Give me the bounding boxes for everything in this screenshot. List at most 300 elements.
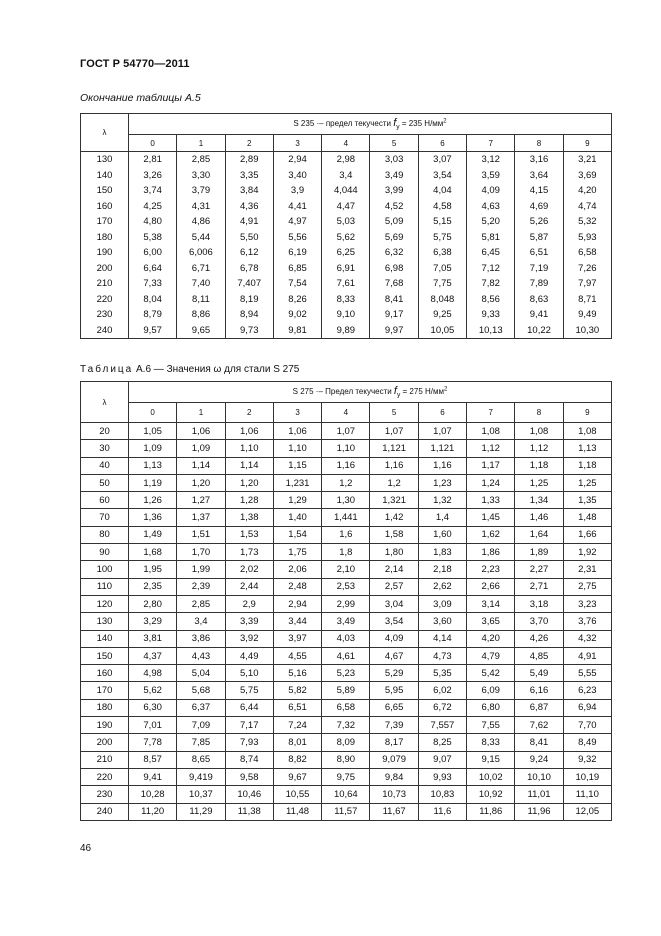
value-cell: 7,32 [322, 717, 370, 734]
value-cell: 4,25 [129, 199, 177, 215]
value-cell: 6,80 [467, 699, 515, 716]
value-cell: 7,09 [177, 717, 225, 734]
value-cell: 1,231 [273, 474, 321, 491]
column-header: 1 [177, 403, 225, 423]
table-row [81, 717, 612, 734]
value-cell: 7,68 [370, 276, 418, 292]
value-cell: 6,58 [563, 245, 611, 261]
value-cell: 7,62 [515, 717, 563, 734]
value-cell: 4,31 [177, 199, 225, 215]
lambda-cell: 210 [81, 276, 129, 292]
value-cell: 6,38 [418, 245, 466, 261]
lambda-cell: 140 [81, 630, 129, 647]
value-cell: 1,95 [129, 561, 177, 578]
value-cell: 9,57 [129, 323, 177, 339]
value-cell: 4,63 [467, 199, 515, 215]
value-cell: 3,9 [273, 183, 321, 199]
value-cell: 6,16 [515, 682, 563, 699]
value-cell: 2,10 [322, 561, 370, 578]
column-header: 9 [563, 403, 611, 423]
value-cell: 10,83 [418, 786, 466, 803]
table-row [81, 261, 612, 277]
value-cell: 5,82 [273, 682, 321, 699]
table-row [81, 734, 612, 751]
lambda-cell: 100 [81, 561, 129, 578]
value-cell: 3,44 [273, 613, 321, 630]
value-cell: 2,85 [177, 595, 225, 612]
value-cell: 6,85 [273, 261, 321, 277]
value-cell: 1,12 [515, 440, 563, 457]
value-cell: 2,81 [129, 152, 177, 168]
value-cell: 10,13 [467, 323, 515, 339]
column-header: 3 [273, 135, 321, 152]
value-cell: 8,41 [515, 734, 563, 751]
value-cell: 5,49 [515, 665, 563, 682]
value-cell: 9,32 [563, 751, 611, 768]
value-cell: 1,441 [322, 509, 370, 526]
value-cell: 9,10 [322, 307, 370, 323]
value-cell: 9,73 [225, 323, 273, 339]
value-cell: 6,71 [177, 261, 225, 277]
value-cell: 1,09 [177, 440, 225, 457]
value-cell: 1,18 [563, 457, 611, 474]
value-cell: 5,42 [467, 665, 515, 682]
value-cell: 4,91 [563, 647, 611, 664]
lambda-cell: 40 [81, 457, 129, 474]
table-a5-caption: Окончание таблицы А.5 [80, 92, 201, 104]
value-cell: 1,51 [177, 526, 225, 543]
value-cell: 2,99 [322, 595, 370, 612]
value-cell: 1,30 [322, 492, 370, 509]
value-cell: 5,62 [322, 230, 370, 246]
value-cell: 1,89 [515, 544, 563, 561]
value-cell: 9,49 [563, 307, 611, 323]
value-cell: 10,22 [515, 323, 563, 339]
lambda-header: λ [81, 114, 129, 152]
value-cell: 2,35 [129, 578, 177, 595]
value-cell: 3,92 [225, 630, 273, 647]
value-cell: 1,06 [177, 423, 225, 440]
value-cell: 4,85 [515, 647, 563, 664]
value-cell: 1,37 [177, 509, 225, 526]
value-cell: 2,31 [563, 561, 611, 578]
table-row [81, 214, 612, 230]
value-cell: 8,94 [225, 307, 273, 323]
value-cell: 7,97 [563, 276, 611, 292]
value-cell: 8,56 [467, 292, 515, 308]
column-header: 0 [129, 403, 177, 423]
value-cell: 1,83 [418, 544, 466, 561]
value-cell: 4,61 [322, 647, 370, 664]
column-header: 2 [225, 135, 273, 152]
value-cell: 2,14 [370, 561, 418, 578]
value-cell: 5,93 [563, 230, 611, 246]
table-row [81, 199, 612, 215]
table-row [81, 595, 612, 612]
value-cell: 4,26 [515, 630, 563, 647]
value-cell: 1,26 [129, 492, 177, 509]
value-cell: 1,73 [225, 544, 273, 561]
value-cell: 5,35 [418, 665, 466, 682]
lambda-cell: 220 [81, 768, 129, 785]
value-cell: 5,03 [322, 214, 370, 230]
value-cell: 2,27 [515, 561, 563, 578]
column-header: 8 [515, 135, 563, 152]
value-cell: 8,09 [322, 734, 370, 751]
value-cell: 11,10 [563, 786, 611, 803]
value-cell: 3,70 [515, 613, 563, 630]
value-cell: 7,01 [129, 717, 177, 734]
value-cell: 3,26 [129, 168, 177, 184]
table-row [81, 323, 612, 339]
value-cell: 5,68 [177, 682, 225, 699]
value-cell: 3,09 [418, 595, 466, 612]
table-row [81, 751, 612, 768]
lambda-cell: 90 [81, 544, 129, 561]
value-cell: 4,86 [177, 214, 225, 230]
value-cell: 10,10 [515, 768, 563, 785]
value-cell: 5,75 [225, 682, 273, 699]
value-cell: 3,07 [418, 152, 466, 168]
value-cell: 8,41 [370, 292, 418, 308]
value-cell: 6,64 [129, 261, 177, 277]
value-cell: 5,23 [322, 665, 370, 682]
value-cell: 9,84 [370, 768, 418, 785]
value-cell: 9,97 [370, 323, 418, 339]
value-cell: 1,28 [225, 492, 273, 509]
value-cell: 1,24 [467, 474, 515, 491]
value-cell: 1,13 [563, 440, 611, 457]
value-cell: 5,32 [563, 214, 611, 230]
value-cell: 2,94 [273, 595, 321, 612]
value-cell: 4,58 [418, 199, 466, 215]
value-cell: 4,73 [418, 647, 466, 664]
value-cell: 1,06 [273, 423, 321, 440]
value-cell: 2,75 [563, 578, 611, 595]
column-header: 6 [418, 135, 466, 152]
value-cell: 10,92 [467, 786, 515, 803]
value-cell: 6,51 [273, 699, 321, 716]
table-row [81, 423, 612, 440]
value-cell: 2,06 [273, 561, 321, 578]
value-cell: 4,15 [515, 183, 563, 199]
value-cell: 1,05 [129, 423, 177, 440]
value-cell: 7,82 [467, 276, 515, 292]
value-cell: 3,76 [563, 613, 611, 630]
value-cell: 9,67 [273, 768, 321, 785]
table-row [81, 561, 612, 578]
table-row [81, 183, 612, 199]
value-cell: 10,55 [273, 786, 321, 803]
value-cell: 10,28 [129, 786, 177, 803]
value-cell: 1,92 [563, 544, 611, 561]
value-cell: 1,17 [467, 457, 515, 474]
value-cell: 8,71 [563, 292, 611, 308]
value-cell: 1,19 [129, 474, 177, 491]
value-cell: 2,66 [467, 578, 515, 595]
value-cell: 6,25 [322, 245, 370, 261]
value-cell: 3,65 [467, 613, 515, 630]
value-cell: 6,19 [273, 245, 321, 261]
value-cell: 1,321 [370, 492, 418, 509]
column-header: 5 [370, 135, 418, 152]
value-cell: 3,39 [225, 613, 273, 630]
value-cell: 2,44 [225, 578, 273, 595]
value-cell: 8,33 [322, 292, 370, 308]
value-cell: 3,97 [273, 630, 321, 647]
value-cell: 1,10 [322, 440, 370, 457]
value-cell: 5,15 [418, 214, 466, 230]
lambda-cell: 120 [81, 595, 129, 612]
table-row [81, 647, 612, 664]
value-cell: 6,44 [225, 699, 273, 716]
page-number: 46 [80, 843, 92, 854]
table-row [81, 245, 612, 261]
value-cell: 4,20 [467, 630, 515, 647]
table-row [81, 492, 612, 509]
value-cell: 5,95 [370, 682, 418, 699]
table-row [81, 665, 612, 682]
table-row [81, 803, 612, 820]
column-header: 6 [418, 403, 466, 423]
value-cell: 6,23 [563, 682, 611, 699]
value-cell: 2,48 [273, 578, 321, 595]
value-cell: 1,36 [129, 509, 177, 526]
value-cell: 5,56 [273, 230, 321, 246]
value-cell: 1,80 [370, 544, 418, 561]
value-cell: 3,14 [467, 595, 515, 612]
value-cell: 1,121 [370, 440, 418, 457]
lambda-cell: 210 [81, 751, 129, 768]
value-cell: 8,19 [225, 292, 273, 308]
value-cell: 10,73 [370, 786, 418, 803]
value-cell: 4,41 [273, 199, 321, 215]
value-cell: 7,40 [177, 276, 225, 292]
value-cell: 1,35 [563, 492, 611, 509]
lambda-cell: 230 [81, 307, 129, 323]
value-cell: 7,17 [225, 717, 273, 734]
value-cell: 1,07 [370, 423, 418, 440]
value-cell: 4,43 [177, 647, 225, 664]
value-cell: 1,23 [418, 474, 466, 491]
value-cell: 3,84 [225, 183, 273, 199]
value-cell: 3,03 [370, 152, 418, 168]
value-cell: 5,81 [467, 230, 515, 246]
lambda-cell: 150 [81, 647, 129, 664]
value-cell: 8,04 [129, 292, 177, 308]
column-header: 8 [515, 403, 563, 423]
value-cell: 1,42 [370, 509, 418, 526]
lambda-cell: 240 [81, 803, 129, 820]
value-cell: 8,25 [418, 734, 466, 751]
value-cell: 1,62 [467, 526, 515, 543]
value-cell: 3,4 [322, 168, 370, 184]
value-cell: 6,98 [370, 261, 418, 277]
value-cell: 4,80 [129, 214, 177, 230]
value-cell: 8,11 [177, 292, 225, 308]
value-cell: 11,38 [225, 803, 273, 820]
value-cell: 1,15 [273, 457, 321, 474]
value-cell: 1,2 [322, 474, 370, 491]
value-cell: 10,05 [418, 323, 466, 339]
value-cell: 5,89 [322, 682, 370, 699]
value-cell: 3,16 [515, 152, 563, 168]
value-cell: 9,75 [322, 768, 370, 785]
value-cell: 11,29 [177, 803, 225, 820]
value-cell: 3,23 [563, 595, 611, 612]
value-cell: 3,29 [129, 613, 177, 630]
lambda-cell: 180 [81, 230, 129, 246]
value-cell: 9,15 [467, 751, 515, 768]
value-cell: 4,74 [563, 199, 611, 215]
value-cell: 3,59 [467, 168, 515, 184]
lambda-cell: 160 [81, 199, 129, 215]
value-cell: 4,47 [322, 199, 370, 215]
value-cell: 7,19 [515, 261, 563, 277]
value-cell: 3,04 [370, 595, 418, 612]
table-row [81, 440, 612, 457]
value-cell: 3,49 [370, 168, 418, 184]
value-cell: 5,55 [563, 665, 611, 682]
value-cell: 3,12 [467, 152, 515, 168]
value-cell: 1,06 [225, 423, 273, 440]
value-cell: 9,89 [322, 323, 370, 339]
value-cell: 1,75 [273, 544, 321, 561]
value-cell: 5,26 [515, 214, 563, 230]
lambda-cell: 30 [81, 440, 129, 457]
value-cell: 4,37 [129, 647, 177, 664]
value-cell: 1,16 [418, 457, 466, 474]
value-cell: 7,61 [322, 276, 370, 292]
value-cell: 4,98 [129, 665, 177, 682]
value-cell: 5,50 [225, 230, 273, 246]
value-cell: 3,54 [418, 168, 466, 184]
value-cell: 7,407 [225, 276, 273, 292]
table-row [81, 168, 612, 184]
value-cell: 10,37 [177, 786, 225, 803]
table-row [81, 786, 612, 803]
value-cell: 3,69 [563, 168, 611, 184]
value-cell: 1,25 [515, 474, 563, 491]
column-header: 7 [467, 403, 515, 423]
value-cell: 4,55 [273, 647, 321, 664]
value-cell: 7,33 [129, 276, 177, 292]
value-cell: 8,57 [129, 751, 177, 768]
value-cell: 6,91 [322, 261, 370, 277]
lambda-cell: 20 [81, 423, 129, 440]
value-cell: 8,82 [273, 751, 321, 768]
value-cell: 5,16 [273, 665, 321, 682]
value-cell: 1,20 [225, 474, 273, 491]
value-cell: 1,60 [418, 526, 466, 543]
document-header: ГОСТ Р 54770—2011 [80, 58, 190, 70]
value-cell: 8,33 [467, 734, 515, 751]
table-row [81, 457, 612, 474]
value-cell: 1,10 [273, 440, 321, 457]
value-cell: 8,49 [563, 734, 611, 751]
table-row [81, 307, 612, 323]
table-row [81, 152, 612, 168]
column-header: 0 [129, 135, 177, 152]
value-cell: 1,38 [225, 509, 273, 526]
value-cell: 4,91 [225, 214, 273, 230]
value-cell: 6,45 [467, 245, 515, 261]
value-cell: 6,58 [322, 699, 370, 716]
value-cell: 9,25 [418, 307, 466, 323]
table-row [81, 682, 612, 699]
table-row [81, 276, 612, 292]
lambda-cell: 140 [81, 168, 129, 184]
value-cell: 1,53 [225, 526, 273, 543]
table-row [81, 768, 612, 785]
value-cell: 12,05 [563, 803, 611, 820]
lambda-cell: 50 [81, 474, 129, 491]
value-cell: 5,87 [515, 230, 563, 246]
value-cell: 1,33 [467, 492, 515, 509]
value-cell: 1,20 [177, 474, 225, 491]
table-row [81, 630, 612, 647]
value-cell: 5,75 [418, 230, 466, 246]
value-cell: 11,20 [129, 803, 177, 820]
value-cell: 2,85 [177, 152, 225, 168]
value-cell: 9,419 [177, 768, 225, 785]
value-cell: 3,30 [177, 168, 225, 184]
value-cell: 7,78 [129, 734, 177, 751]
value-cell: 2,9 [225, 595, 273, 612]
value-cell: 3,49 [322, 613, 370, 630]
lambda-cell: 190 [81, 245, 129, 261]
value-cell: 6,30 [129, 699, 177, 716]
value-cell: 4,69 [515, 199, 563, 215]
value-cell: 9,079 [370, 751, 418, 768]
value-cell: 1,66 [563, 526, 611, 543]
table-a6-title: S 275 ·– Предел текучести $f_y = 275$ $Н/мм^2$ [129, 382, 612, 403]
value-cell: 11,96 [515, 803, 563, 820]
value-cell: 5,44 [177, 230, 225, 246]
column-header: 5 [370, 403, 418, 423]
value-cell: 8,74 [225, 751, 273, 768]
value-cell: 3,60 [418, 613, 466, 630]
value-cell: 6,37 [177, 699, 225, 716]
lambda-cell: 180 [81, 699, 129, 716]
value-cell: 7,24 [273, 717, 321, 734]
value-cell: 10,19 [563, 768, 611, 785]
table-a5 [80, 113, 612, 339]
value-cell: 4,04 [418, 183, 466, 199]
lambda-cell: 70 [81, 509, 129, 526]
value-cell: 3,79 [177, 183, 225, 199]
value-cell: 3,4 [177, 613, 225, 630]
value-cell: 7,54 [273, 276, 321, 292]
value-cell: 1,2 [370, 474, 418, 491]
value-cell: 6,006 [177, 245, 225, 261]
lambda-cell: 200 [81, 261, 129, 277]
value-cell: 1,12 [467, 440, 515, 457]
lambda-cell: 190 [81, 717, 129, 734]
value-cell: 9,81 [273, 323, 321, 339]
value-cell: 4,36 [225, 199, 273, 215]
table-a6 [80, 381, 612, 821]
value-cell: 1,08 [467, 423, 515, 440]
value-cell: 1,09 [129, 440, 177, 457]
value-cell: 4,97 [273, 214, 321, 230]
value-cell: 1,70 [177, 544, 225, 561]
lambda-cell: 80 [81, 526, 129, 543]
value-cell: 4,52 [370, 199, 418, 215]
value-cell: 9,41 [129, 768, 177, 785]
value-cell: 9,65 [177, 323, 225, 339]
value-cell: 6,09 [467, 682, 515, 699]
